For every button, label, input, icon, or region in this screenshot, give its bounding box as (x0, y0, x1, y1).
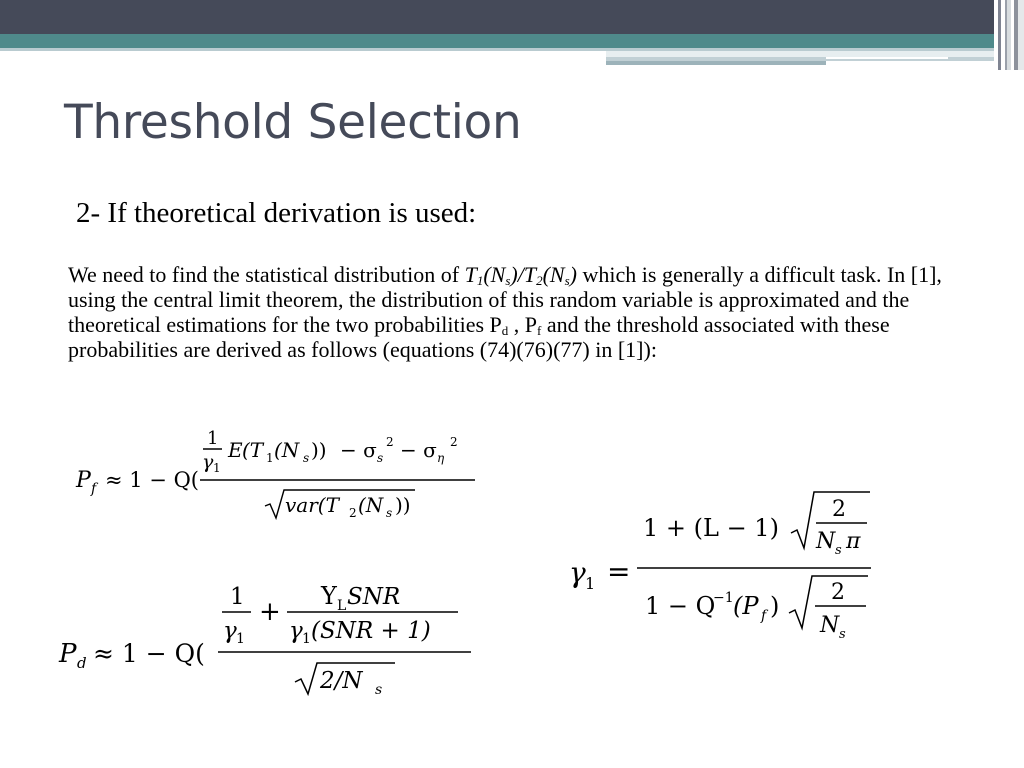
svg-text:s: s (303, 451, 310, 465)
svg-text:)): )) (395, 493, 411, 517)
svg-text:d: d (77, 654, 87, 672)
pf-lhs: P (76, 468, 91, 493)
svg-text:γ: γ (202, 451, 214, 473)
svg-text:(N: (N (274, 438, 300, 462)
svg-text:2: 2 (386, 435, 394, 449)
svg-text:SNR: SNR (347, 584, 401, 610)
pd-approx: ≈ 1 − Q( (93, 639, 205, 668)
header-vertical-bars (994, 0, 1024, 70)
svg-text:(N: (N (358, 493, 384, 517)
svg-text:(SNR + 1): (SNR + 1) (311, 618, 431, 644)
svg-text:f: f (761, 608, 767, 624)
equation-gamma1 (565, 488, 885, 653)
equation-pd (55, 572, 485, 702)
svg-text:(T: (T (242, 438, 264, 462)
svg-text:1: 1 (207, 428, 219, 449)
header-accent-line (606, 61, 826, 65)
svg-text:2/N: 2/N (320, 668, 363, 694)
svg-text:(P: (P (733, 592, 759, 620)
svg-text:N: N (820, 613, 840, 638)
svg-text:f: f (91, 481, 97, 497)
header-band-teal (0, 34, 1024, 48)
svg-text:2: 2 (349, 506, 357, 520)
slide-title: Threshold Selection (64, 95, 522, 150)
gamma-denominator: 1 − Q (645, 592, 716, 620)
svg-text:1: 1 (266, 451, 274, 465)
svg-text:s: s (375, 682, 383, 698)
svg-text:− σ: − σ (340, 438, 377, 462)
svg-text:2: 2 (832, 497, 846, 522)
svg-text:1: 1 (236, 631, 245, 647)
svg-text:s: s (835, 543, 842, 558)
svg-text:L: L (337, 598, 347, 614)
svg-text:1: 1 (213, 461, 221, 475)
pf-approx: ≈ 1 − Q( (105, 468, 199, 492)
svg-text:E: E (228, 438, 243, 462)
svg-text:1: 1 (585, 574, 596, 593)
svg-text:γ: γ (289, 618, 303, 644)
svg-text:− σ: − σ (400, 438, 437, 462)
t1-symbol: $T_1(N_s)/T_2(N_s)$ (464, 262, 577, 288)
gamma-numerator: 1 + (L − 1) (643, 514, 779, 542)
svg-text:Υ: Υ (321, 582, 337, 610)
pd-lhs: P (59, 639, 77, 669)
svg-text:=: = (607, 555, 631, 588)
svg-text:s: s (377, 451, 384, 465)
svg-text:γ: γ (223, 618, 237, 644)
svg-text:π: π (846, 529, 861, 554)
svg-text:2: 2 (831, 580, 845, 605)
body-paragraph: We need to find the statistical distribution of $T_1(N_s)/T_2(N_s)$ which is generally a difficult task. In [1], using the central limit theorem, the distribution of this random variable is approximated and the theoretical estimations for the two probabilities $P_d$ , $P_f$ and the threshold associated with these probabilities are derived as follows (equations (74)(76)(77) in [1]): (68, 262, 942, 362)
header-band-dark (0, 0, 1024, 34)
svg-text:)): )) (311, 438, 327, 462)
svg-text:η: η (437, 451, 445, 465)
header-accent-line (826, 57, 948, 59)
gamma-lhs: γ (569, 556, 586, 589)
slide-subheading: 2- If theoretical derivation is used: (76, 197, 477, 229)
equation-pf (70, 420, 490, 530)
svg-text:var(T: var(T (285, 493, 339, 517)
svg-text:N: N (816, 529, 836, 554)
svg-text:1: 1 (230, 584, 245, 610)
svg-text:s: s (839, 627, 846, 642)
svg-text:1: 1 (302, 631, 311, 647)
svg-text:2: 2 (450, 435, 458, 449)
svg-text:−1: −1 (713, 590, 734, 606)
svg-text:): ) (770, 592, 780, 620)
svg-text:s: s (386, 506, 393, 520)
svg-text:+: + (259, 597, 281, 627)
